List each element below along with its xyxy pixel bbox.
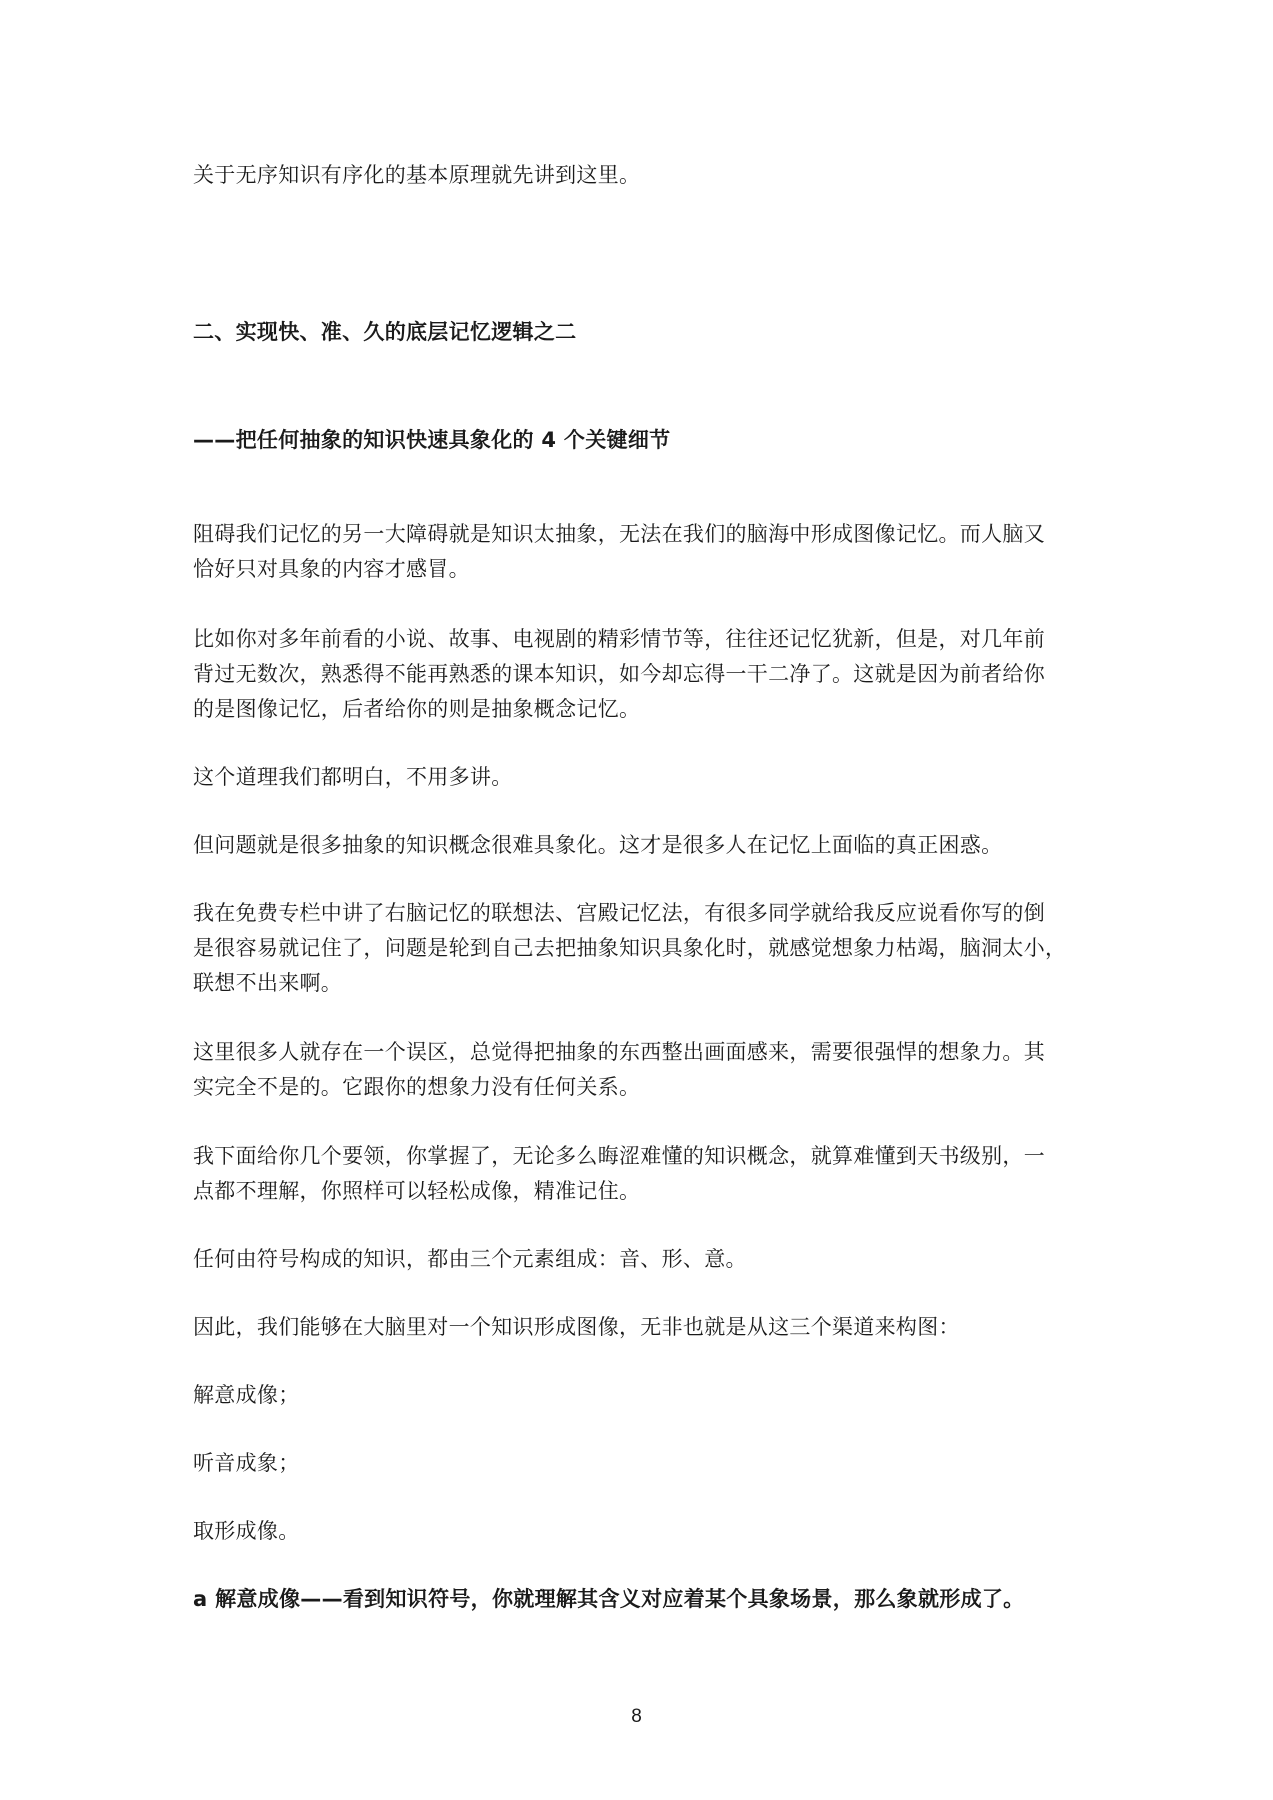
section-subheading: ——把任何抽象的知识快速具象化的 4 个关键细节 [193, 428, 671, 452]
paragraph-line: 的是图像记忆，后者给你的则是抽象概念记忆。 [193, 697, 641, 721]
paragraph-line: 联想不出来啊。 [193, 971, 343, 995]
body-paragraph [193, 828, 1093, 863]
paragraph-line: 取形成像。 [193, 1519, 300, 1543]
paragraph-line: 因此，我们能够在大脑里对一个知识形成图像，无非也就是从这三个渠道来构图： [193, 1315, 960, 1339]
paragraph-line: 实完全不是的。它跟你的想象力没有任何关系。 [193, 1075, 641, 1099]
body-paragraph [193, 760, 1093, 795]
page-number: 8 [631, 1706, 642, 1727]
body-paragraph [193, 1378, 1093, 1413]
paragraph-line: 比如你对多年前看的小说、故事、电视剧的精彩情节等，往往还记忆犹新，但是，对几年前 [193, 627, 1045, 651]
paragraph-line: 我在免费专栏中讲了右脑记忆的联想法、宫殿记忆法，有很多同学就给我反应说看你写的倒 [193, 901, 1045, 925]
body-paragraph [193, 1035, 1093, 1105]
body-paragraph [193, 1310, 1093, 1345]
paragraph-line: 阻碍我们记忆的另一大障碍就是知识太抽象，无法在我们的脑海中形成图像记忆。而人脑又 [193, 522, 1045, 546]
paragraph-line: 点都不理解，你照样可以轻松成像，精准记住。 [193, 1179, 641, 1203]
paragraph-line: 这个道理我们都明白，不用多讲。 [193, 765, 513, 789]
body-paragraph [193, 1139, 1093, 1209]
paragraph-line: 我下面给你几个要领，你掌握了，无论多么晦涩难懂的知识概念，就算难懂到天书级别，一 [193, 1144, 1045, 1168]
body-paragraph [193, 1446, 1093, 1481]
body-paragraph [193, 1242, 1093, 1277]
body-paragraph [193, 517, 1093, 587]
paragraph-line: 是很容易就记住了，问题是轮到自己去把抽象知识具象化时，就感觉想象力枯竭，脑洞太小， [193, 936, 1067, 960]
body-paragraph [193, 622, 1093, 727]
paragraph-line: 解意成像； [193, 1383, 300, 1407]
paragraph-line: 背过无数次，熟悉得不能再熟悉的课本知识，如今却忘得一干二净了。这就是因为前者给你 [193, 662, 1045, 686]
paragraph-line: 这里很多人就存在一个误区，总觉得把抽象的东西整出画面感来，需要很强悍的想象力。其 [193, 1040, 1045, 1064]
intro-closing-text: 关于无序知识有序化的基本原理就先讲到这里。 [193, 163, 641, 187]
paragraph-line: 任何由符号构成的知识，都由三个元素组成：音、形、意。 [193, 1247, 747, 1271]
paragraph-line: 恰好只对具象的内容才感冒。 [193, 557, 470, 581]
bold-point: a 解意成像——看到知识符号，你就理解其含义对应着某个具象场景，那么象就形成了。 [193, 1587, 1025, 1611]
body-paragraph [193, 1514, 1093, 1549]
section-heading: 二、实现快、准、久的底层记忆逻辑之二 [193, 320, 577, 344]
body-paragraph [193, 896, 1093, 1001]
paragraph-line: 听音成象； [193, 1451, 300, 1475]
paragraph-line: 但问题就是很多抽象的知识概念很难具象化。这才是很多人在记忆上面临的真正困惑。 [193, 833, 1003, 857]
